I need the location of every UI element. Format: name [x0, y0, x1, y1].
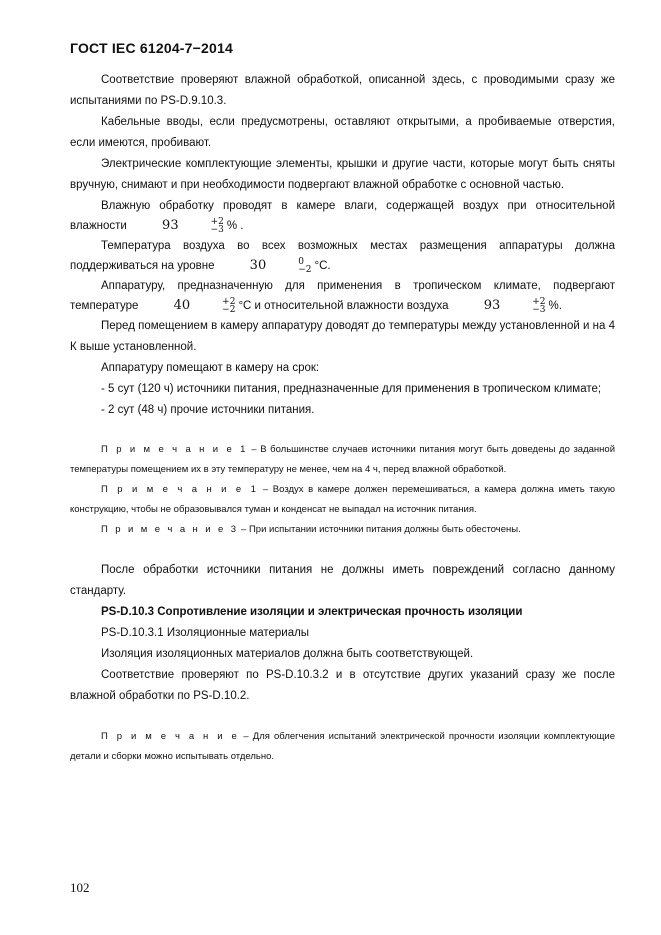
tropical-temp-tol-down: −2: [222, 305, 236, 316]
subsection-heading: PS-D.10.3.1 Изоляционные материалы: [101, 627, 310, 640]
paragraph-air-temperature: [70, 236, 615, 276]
humidity-tol-down: −3: [210, 225, 224, 235]
tropical-text: Аппаратуру, предназначенную для применения в тропическом климате, подвергают температуре: [70, 280, 615, 313]
air-temp-tol-down: −2: [298, 265, 312, 276]
spacer: [70, 707, 615, 727]
note-label: П р и м е ч а н и е: [101, 731, 240, 743]
humidity-tol-up: +2: [210, 217, 224, 227]
tropical-temp-tolerance: [191, 298, 235, 314]
tropical-humidity-value: 93: [483, 298, 501, 314]
note-label: П р и м е ч а н и е 1: [101, 484, 259, 496]
air-temp-text: Температура воздуха во всех возможных местах размещения аппаратуры должна поддерживаться на уровне: [70, 240, 615, 273]
note-1: [70, 440, 615, 480]
air-temp-tol-up: 0: [298, 257, 304, 268]
humidity-tolerance: [180, 218, 224, 234]
final-note: [70, 727, 615, 767]
note-label: П р и м е ч а н и е 3: [101, 524, 239, 536]
paragraph-insulation-compliance: Соответствие проверяют по PS-D.10.3.2 и в отсутствие других указаний сразу же после влажной обработки по PS-D.10.2.: [70, 669, 615, 703]
note-text: – В большинстве случаев источники питания могут быть доведены до заданной температуры помещением их в эту температуру не менее, чем на 4 ч, перед влажной обработкой.: [70, 444, 615, 476]
tropical-temp-tol-up: +2: [222, 297, 236, 308]
document-header: ГОСТ IEC 61204-7−2014: [70, 40, 233, 56]
paragraph-components: Электрические комплектующие элементы, крышки и другие части, которые могут быть сняты вручную, снимают и при необходимости подвергают влажной обработке с основной частью.: [70, 158, 615, 191]
paragraph-tropical: [70, 276, 615, 316]
tropical-unit: %.: [548, 300, 562, 313]
note-text: – При испытании источники питания должны быть обесточены.: [238, 524, 521, 536]
page-number: 102: [70, 880, 90, 895]
tropical-hum-tol-up: +2: [532, 297, 546, 308]
note-text: – Воздух в камере должен перемешиваться, а камера должна иметь такую конструкцию, чтобы не образовывался туман и конденсат не выпадал на источник питания.: [70, 484, 615, 516]
air-temp-unit: °C.: [314, 260, 331, 273]
paragraph-preheating: Перед помещением в камеру аппаратуру доводят до температуры между установленной и на 4 К выше установленной.: [70, 320, 615, 354]
paragraph-cable-entries: Кабельные вводы, если предусмотрены, оставляют открытыми, а пробиваемые отверстия, если имеются, пробивают.: [70, 116, 615, 149]
tropical-temp-value: 40: [173, 298, 191, 314]
humidity-unit: % .: [226, 220, 244, 233]
list-item-tropical-duration: - 5 сут (120 ч) источники питания, предназначенные для применения в тропическом климате;: [101, 383, 602, 396]
air-temp-value: 30: [249, 258, 267, 274]
note-3: [70, 520, 615, 540]
humidity-value: 93: [162, 218, 179, 233]
paragraph-insulation: Изоляция изоляционных материалов должна быть соответствующей.: [101, 648, 474, 661]
humidity-text: Влажную обработку проводят в камере влаги, содержащей воздух при относительной влажности: [70, 200, 615, 233]
paragraph-compliance: Соответствие проверяют влажной обработкой, описанной здесь, с проводимыми сразу же испытаниями по PS-D.9.10.3.: [70, 74, 615, 107]
page-body: [70, 70, 615, 767]
paragraph-duration: Аппаратуру помещают в камеру на срок:: [101, 362, 320, 375]
tropical-humidity-tolerance: [501, 298, 545, 314]
note-text: – Для облегчения испытаний электрической прочности изоляции комплектующие детали и сборки можно испытывать отдельно.: [70, 731, 615, 763]
spacer: [70, 421, 615, 440]
note-label: П р и м е ч а н и е 1: [101, 444, 248, 456]
tropical-middle-text: °C и относительной влажности воздуха: [238, 300, 449, 313]
note-2: [70, 480, 615, 520]
spacer: [70, 540, 615, 560]
air-temp-tolerance: [267, 258, 311, 274]
list-item-other-duration: - 2 сут (48 ч) прочие источники питания.: [101, 404, 315, 417]
section-heading: PS-D.10.3 Сопротивление изоляции и электрическая прочность изоляции: [101, 606, 523, 619]
paragraph-humidity: [70, 196, 615, 236]
paragraph-after-treatment: После обработки источники питания не должны иметь повреждений согласно данному стандарту.: [70, 564, 615, 598]
tropical-hum-tol-down: −3: [532, 305, 546, 316]
